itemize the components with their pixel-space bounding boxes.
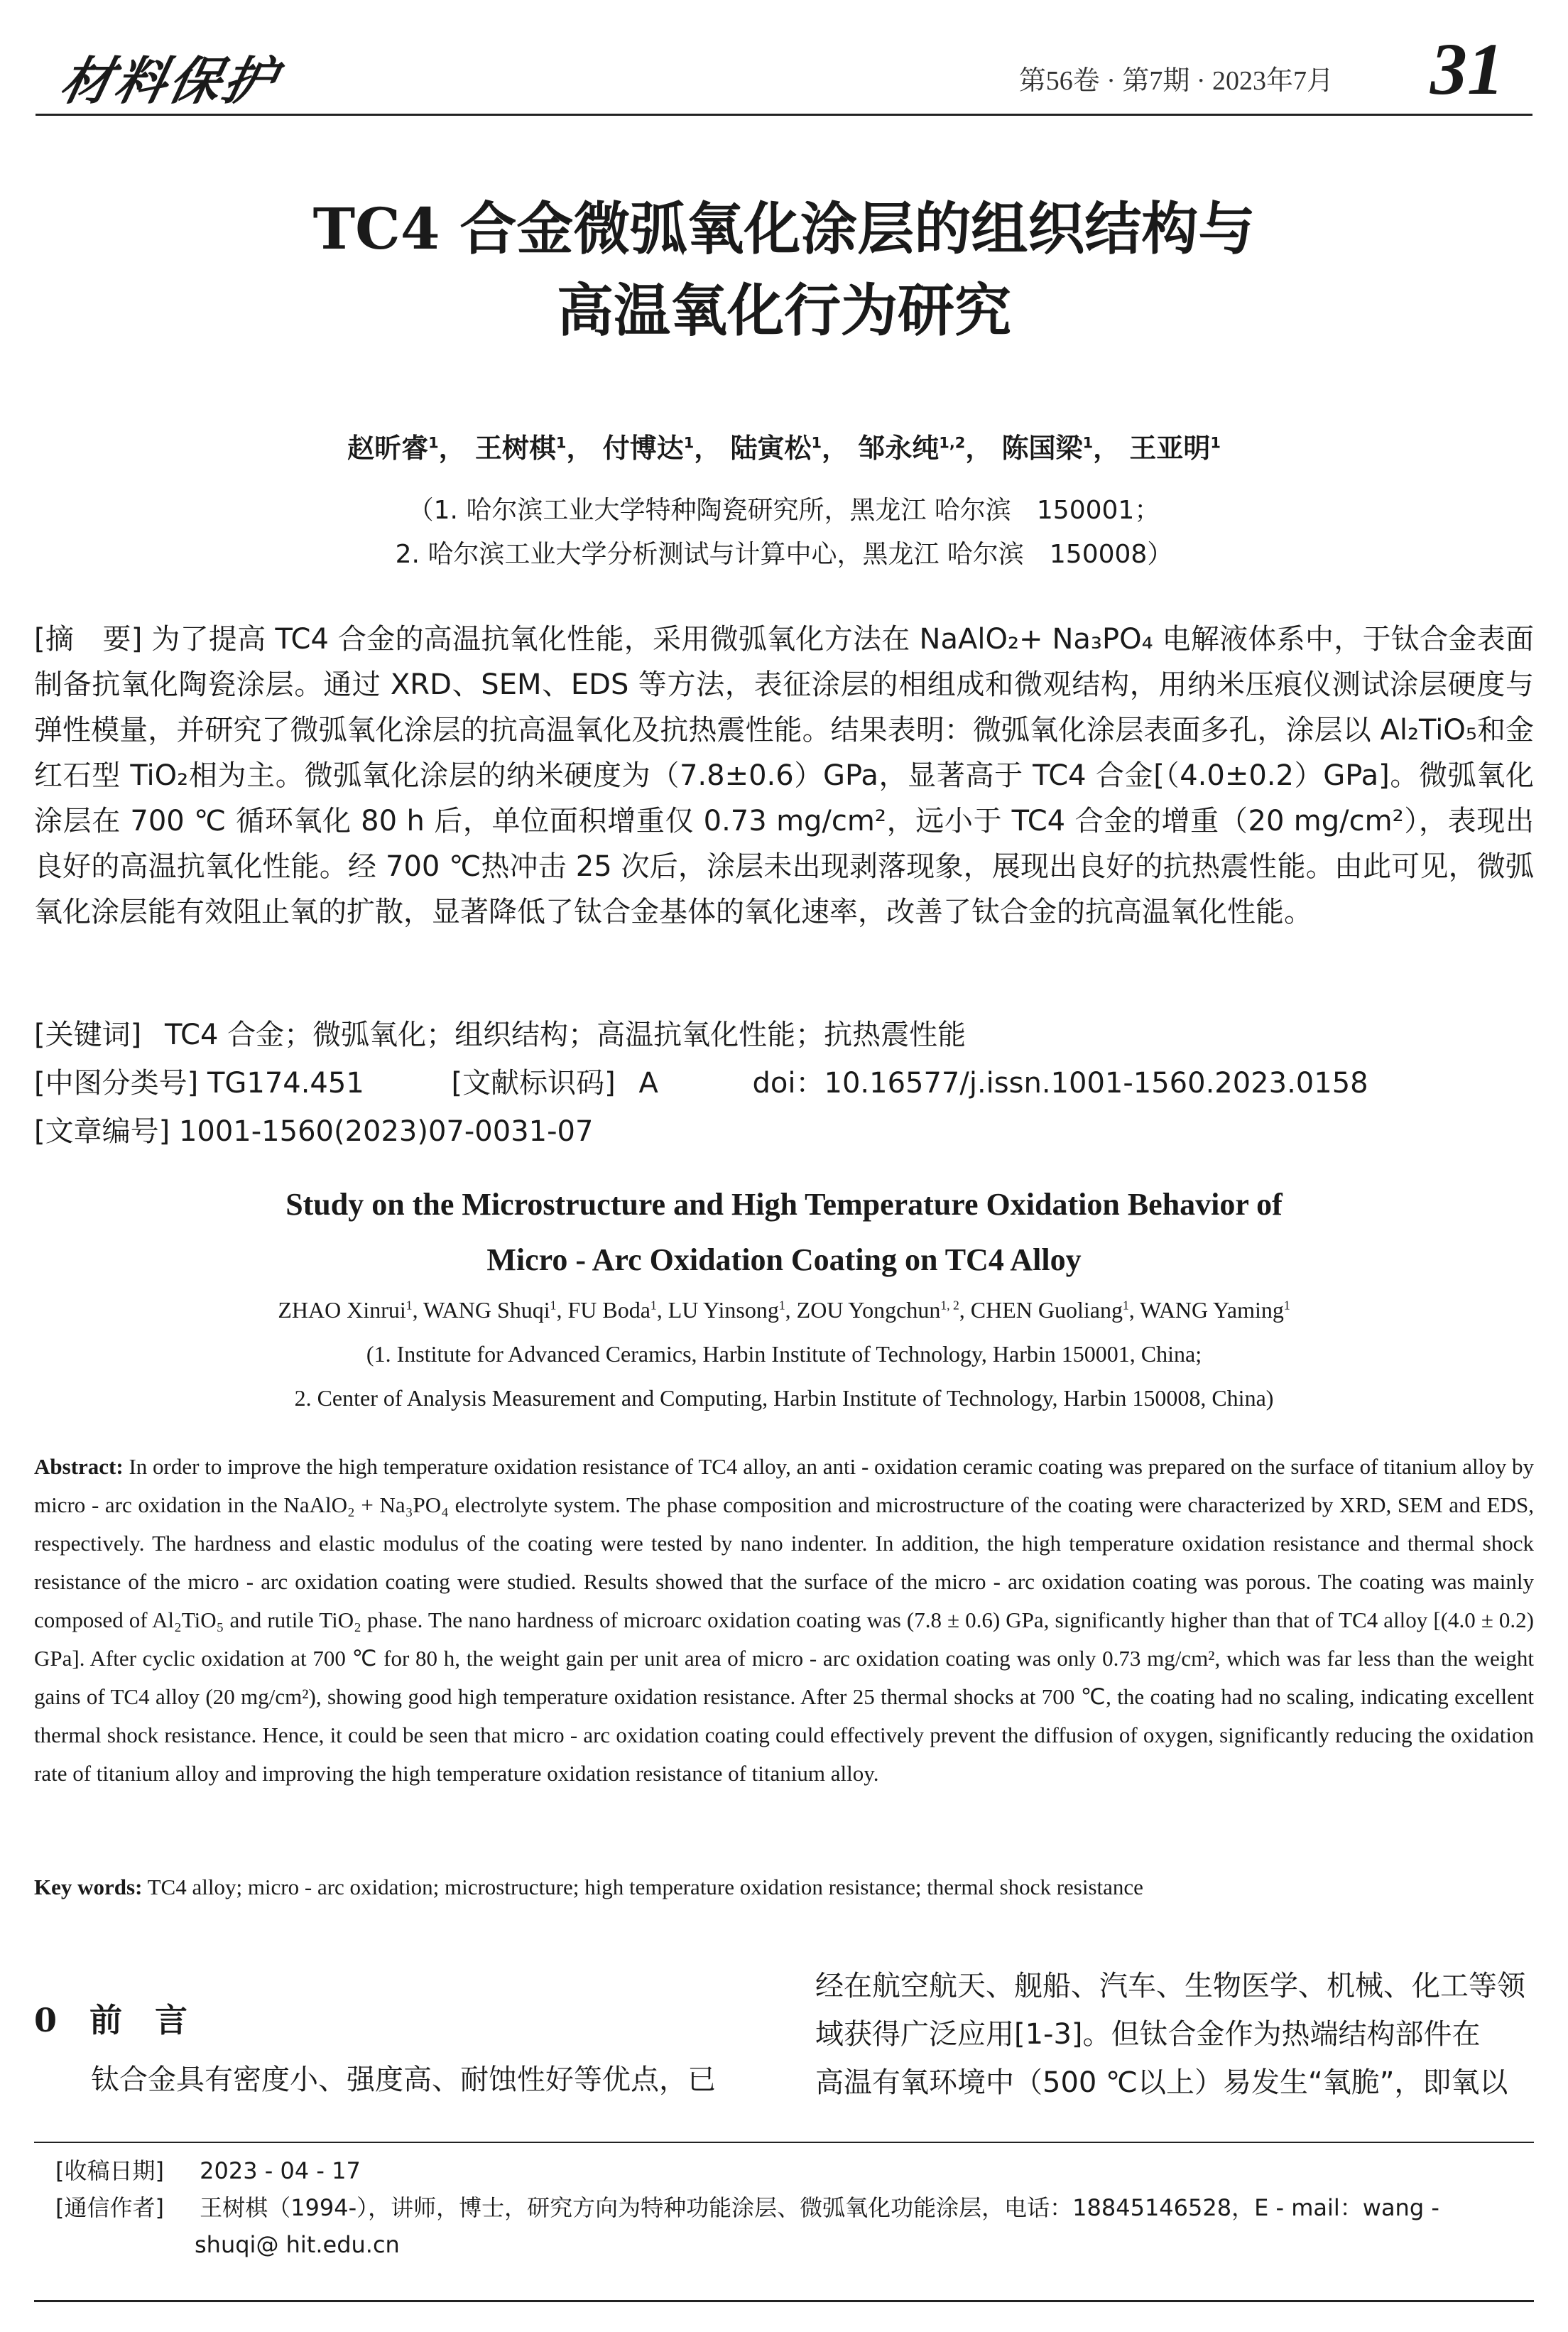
author-en: FU Boda$^1$ [567,1297,657,1323]
body-line: 经在航空航天、舰船、汽车、生物医学、机械、化工等领 [815,1970,1525,2002]
corresponding-author [55,2189,1532,2226]
affiliation-en-2: 2. Center of Analysis Measurement and Computing, Harbin Institute of Technology, Harbin 150008, China) [294,1385,1274,1411]
keywords-en [34,1868,1534,1907]
abstract-en [34,1448,1534,1793]
author: 王树棋$^1$ [474,433,567,464]
abstract-en-label: Abstract: [34,1454,124,1479]
footnote-rule [34,2142,1534,2143]
bottom-rule [34,2300,1534,2302]
affiliation-cn-1: （1. 哈尔滨工业大学特种陶瓷研究所，黑龙江 哈尔滨 150001； [408,496,1160,525]
article-number-value: 1001-1560(2023)07-0031-07 [178,1115,594,1148]
received-label: [收稿日期] [55,2157,164,2184]
body-left-column: 钛合金具有密度小、强度高、耐蚀性好等优点，已 [91,2063,716,2096]
keywords-cn [34,1012,966,1053]
author: 邹永纯$^{1,2}$ [858,433,966,464]
abstract-cn [34,617,1534,935]
author-en: CHEN Guoliang$^1$ [970,1297,1129,1323]
keywords-en-label: Key words: [34,1875,143,1899]
authors-en: ZHAO Xinrui$^1$, WANG Shuqi$^1$, FU Boda$^1$, LU Yinsong$^1$, ZOU Yongchun$^{1, 2}$, CHEN Guoliang$^1$, WANG Yaming$^1$ [278,1297,1290,1323]
doc-code-label: [文献标识码] [451,1067,616,1100]
keywords-cn-label: [关键词] [34,1019,142,1051]
keywords-en-text: TC4 alloy; micro - arc oxidation; microstructure; high temperature oxidation resistance; thermal shock resistance [147,1875,1143,1899]
author: 陈国梁$^1$ [1001,433,1094,464]
issue-info: 第56卷 · 第7期 · 2023年7月 [1018,66,1334,96]
affiliation-en-1: (1. Institute for Advanced Ceramics, Harbin Institute of Technology, Harbin 150001, China; [366,1341,1202,1367]
article-number-label: [文章编号] [34,1115,170,1148]
header-rule [36,114,1532,116]
title-en-line2: Micro - Arc Oxidation Coating on TC4 Alloy [486,1242,1082,1277]
clc-value: TG174.451 [207,1067,364,1100]
corr-label: [通信作者] [55,2194,164,2221]
title-cn-line2: 高温氧化行为研究 [557,277,1011,344]
author: 王亚明$^1$ [1129,433,1221,464]
abstract-en-text: In order to improve the high temperature oxidation resistance of TC4 alloy, an anti - oxidation ceramic coating was prepared on the surface of titanium alloy by micro - arc oxidation in the NaAlO₂ + Na₃PO₄ electrolyte system. The phase composition and microstructure of the coating were characterized by XRD, SEM and EDS, respectively. The hardness and elastic modulus of the coating were tested by nano indenter. In addition, the high temperature oxidation resistance and thermal shock resistance of the micro - arc oxidation coating were studied. Results showed that the surface of the micro - arc oxidation coating was porous. The coating was mainly composed of Al₂TiO₅ and rutile TiO₂ phase. The nano hardness of microarc oxidation coating was (7.8 ± 0.6) GPa, significantly higher than that of TC4 alloy [(4.0 ± 0.2) GPa]. After cyclic oxidation at 700 ℃ for 80 h, the weight gain per unit area of micro - arc oxidation coating was only 0.73 mg/cm², which was far less than the weight gains of TC4 alloy (20 mg/cm²), showing good high temperature oxidation resistance. After 25 thermal shocks at 700 ℃, the coating had no scaling, indicating excellent thermal shock resistance. Hence, it could be seen that micro - arc oxidation coating could effectively prevent the diffusion of oxygen, significantly reducing the oxidation rate of titanium alloy and improving the high temperature oxidation resistance of titanium alloy. [34,1454,1535,1786]
author-en: ZOU Yongchun$^{1, 2}$ [796,1297,959,1323]
author: 赵昕睿$^1$ [347,433,439,464]
keywords-cn-text: TC4 合金；微弧氧化；组织结构；高温抗氧化性能；抗热震性能 [164,1019,967,1051]
title-en-line1: Study on the Microstructure and High Temperature Oxidation Behavior of [285,1187,1283,1222]
corr-text-line2: shuqi@ hit.edu.cn [195,2231,400,2258]
title-cn-line1: TC4 合金微弧氧化涂层的组织结构与 [312,195,1256,262]
author-en: WANG Shuqi$^1$ [423,1297,557,1323]
body-line: 高温有氧环境中（500 ℃以上）易发生“氧脆”，即氧以 [815,2066,1508,2099]
authors-cn: 赵昕睿$^1$， 王树棋$^1$， 付博达$^1$， 陆寅松$^1$， 邹永纯$^{1,2}$， 陈国梁$^1$， 王亚明$^1$ [347,433,1221,464]
author: 付博达$^1$ [602,433,695,464]
affiliation-cn-2: 2. 哈尔滨工业大学分析测试与计算中心，黑龙江 哈尔滨 150008） [395,540,1173,569]
abstract-cn-label: [摘 要] [34,623,143,656]
body-line: 域获得广泛应用[1-3]。但钛合金作为热端结构部件在 [815,2018,1481,2051]
page-number: 31 [1430,28,1504,110]
author-en: LU Yinsong$^1$ [668,1297,785,1323]
doc-code-value: A [638,1067,658,1100]
received-date [55,2152,1532,2189]
section-heading: 0 前 言 [34,2001,188,2039]
doi-label: doi： [752,1067,824,1100]
clc-label: [中图分类号] [34,1067,199,1100]
classification-row [34,1061,1534,1101]
body-right-column [815,1962,1534,2107]
received-value: 2023 - 04 - 17 [200,2157,361,2184]
doi-value: 10.16577/j.issn.1001-1560.2023.0158 [824,1067,1368,1100]
journal-logo: 材料保护 [55,50,284,111]
article-number [34,1109,593,1149]
corr-text-line1: 王树棋（1994-），讲师，博士，研究方向为特种功能涂层、微弧氧化功能涂层，电话：18845146528，E - mail：wang - [200,2194,1439,2221]
author-en: ZHAO Xinrui$^1$ [278,1297,413,1323]
author-en: WANG Yaming$^1$ [1140,1297,1290,1323]
abstract-cn-text: 为了提高 TC4 合金的高温抗氧化性能，采用微弧氧化方法在 NaAlO₂+ Na₃PO₄ 电解液体系中，于钛合金表面制备抗氧化陶瓷涂层。通过 XRD、SEM、EDS 等方法，表征涂层的相组成和微观结构，用纳米压痕仪测试涂层硬度与弹性模量，并研究了微弧氧化涂层的抗高温氧化及抗热震性能。结果表明：微弧氧化涂层表面多孔，涂层以 Al₂TiO₅和金红石型 TiO₂相为主。微弧氧化涂层的纳米硬度为（7.8±0.6）GPa，显著高于 TC4 合金[（4.0±0.2）GPa]。微弧氧化涂层在 700 ℃ 循环氧化 80 h 后，单位面积增重仅 0.73 mg/cm²，远小于 TC4 合金的增重（20 mg/cm²），表现出良好的高温抗氧化性能。经 700 ℃热冲击 25 次后，涂层未出现剥落现象，展现出良好的抗热震性能。由此可见，微弧氧化涂层能有效阻止氧的扩散，显著降低了钛合金基体的氧化速率，改善了钛合金的抗高温氧化性能。 [34,623,1534,928]
author: 陆寅松$^1$ [730,433,822,464]
